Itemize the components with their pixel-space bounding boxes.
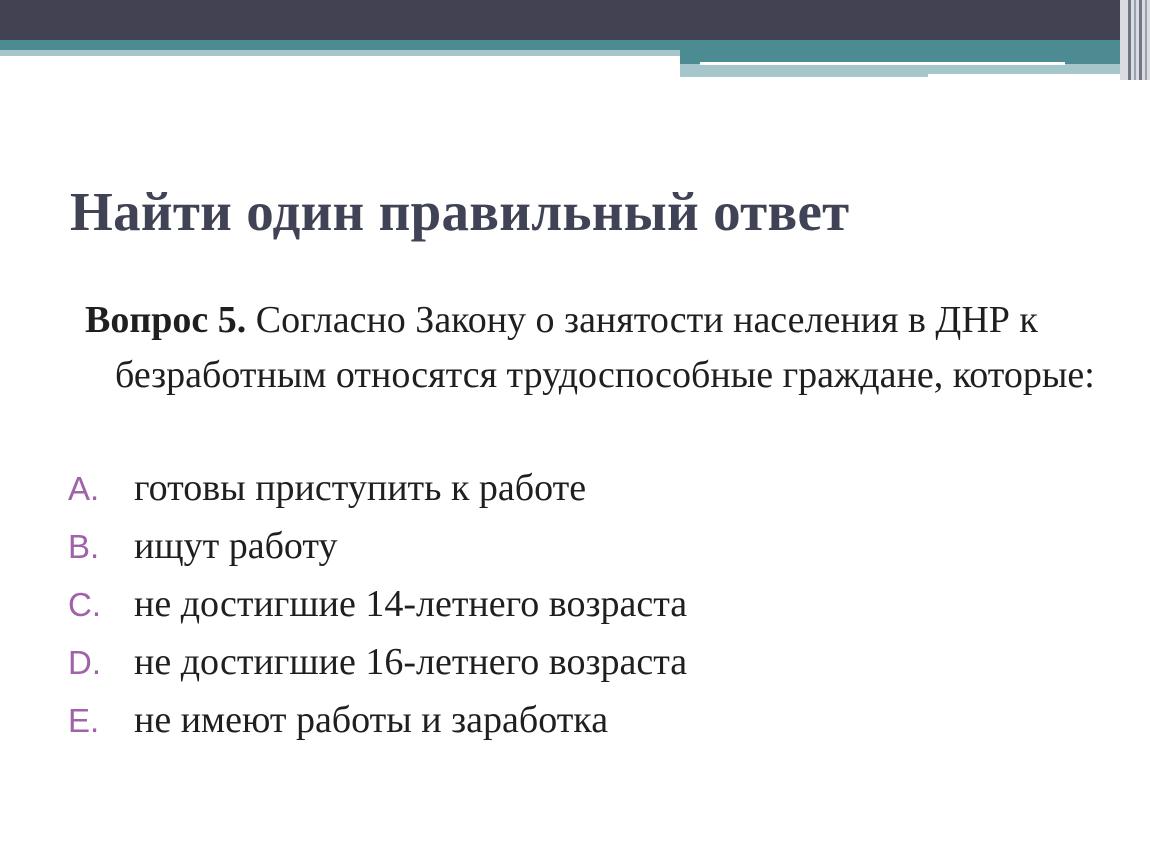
option-letter: E. [68, 702, 100, 739]
option-letter: B. [68, 528, 100, 565]
option-text: ищут работу [134, 525, 338, 567]
header-edge-line [1145, 0, 1147, 80]
header-edge-line [1139, 0, 1142, 80]
question-text [85, 293, 1135, 403]
question-body: Согласно Закону о занятости населения в ДНР к безработным относятся трудоспособные граждане, которые: [115, 299, 1095, 396]
option-letter: A. [68, 470, 100, 507]
option-text: готовы приступить к работе [134, 467, 587, 509]
header-edge-line [1134, 0, 1136, 80]
header-rule-2 [928, 74, 1128, 77]
option-letter: D. [68, 644, 101, 681]
header-rule-1 [700, 62, 1065, 65]
option-text: не достигшие 14-летнего возраста [134, 583, 688, 625]
header-band-teal [0, 40, 1120, 50]
slide-title: Найти один правильный ответ [70, 181, 850, 242]
answer-option-b[interactable] [68, 517, 687, 575]
header-edge-line [1128, 0, 1131, 80]
header-band-light [0, 50, 680, 56]
answer-option-a[interactable] [68, 459, 687, 517]
header-band-dark [0, 0, 1120, 40]
answer-option-c[interactable] [68, 575, 687, 633]
option-text: не имеют работы и заработка [134, 699, 609, 741]
option-letter: C. [68, 586, 101, 623]
answer-options-list [68, 459, 687, 749]
question-label: Вопрос 5. [85, 299, 247, 341]
answer-option-d[interactable] [68, 633, 687, 691]
answer-option-e[interactable] [68, 691, 687, 749]
option-text: не достигшие 16-летнего возраста [134, 641, 688, 683]
